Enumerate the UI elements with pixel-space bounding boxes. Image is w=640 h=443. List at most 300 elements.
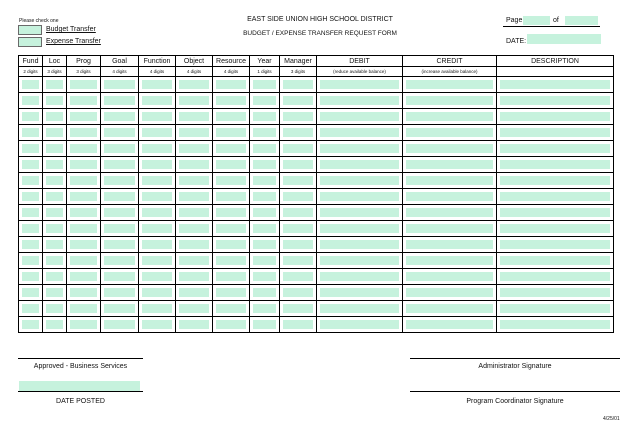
entry-field[interactable] [70, 96, 97, 105]
entry-field[interactable] [320, 80, 399, 89]
table-cell [19, 269, 43, 285]
entry-field[interactable] [22, 240, 39, 249]
column-header: Resource [213, 56, 250, 67]
entry-field[interactable] [142, 128, 172, 137]
table-cell [403, 317, 497, 333]
table-row [19, 221, 614, 237]
entry-field[interactable] [283, 144, 313, 153]
entry-field[interactable] [179, 272, 209, 281]
entry-field[interactable] [179, 304, 209, 313]
entry-field[interactable] [70, 320, 97, 329]
entry-field[interactable] [500, 208, 610, 217]
entry-field[interactable] [216, 272, 246, 281]
entry-field[interactable] [406, 240, 493, 249]
entry-field[interactable] [500, 128, 610, 137]
table-cell [317, 205, 403, 221]
entry-field[interactable] [104, 304, 135, 313]
entry-field[interactable] [104, 128, 135, 137]
table-cell [19, 301, 43, 317]
entry-field[interactable] [283, 160, 313, 169]
table-cell [250, 269, 280, 285]
entry-field[interactable] [104, 240, 135, 249]
entry-field[interactable] [179, 224, 209, 233]
entry-field[interactable] [104, 80, 135, 89]
coordinator-signature-label: Program Coordinator Signature [466, 398, 564, 405]
entry-field[interactable] [406, 208, 493, 217]
entry-field[interactable] [253, 224, 276, 233]
table-cell [176, 301, 213, 317]
table-cell [139, 237, 176, 253]
entry-field[interactable] [46, 272, 63, 281]
entry-field[interactable] [500, 192, 610, 201]
entry-field[interactable] [216, 176, 246, 185]
entry-field[interactable] [283, 288, 313, 297]
entry-field[interactable] [320, 272, 399, 281]
table-cell [280, 189, 317, 205]
entry-field[interactable] [253, 96, 276, 105]
table-cell [67, 93, 101, 109]
entry-field[interactable] [142, 160, 172, 169]
entry-field[interactable] [22, 160, 39, 169]
entry-field[interactable] [70, 176, 97, 185]
entry-field[interactable] [216, 144, 246, 153]
entry-field[interactable] [253, 240, 276, 249]
entry-field[interactable] [320, 240, 399, 249]
entry-field[interactable] [500, 96, 610, 105]
table-cell [317, 317, 403, 333]
entry-field[interactable] [253, 176, 276, 185]
table-cell [43, 141, 67, 157]
table-cell [139, 221, 176, 237]
entry-field[interactable] [500, 256, 610, 265]
entry-field[interactable] [142, 96, 172, 105]
entry-field[interactable] [46, 192, 63, 201]
table-cell [19, 253, 43, 269]
entry-field[interactable] [500, 112, 610, 121]
entry-field[interactable] [320, 128, 399, 137]
entry-field[interactable] [22, 80, 39, 89]
entry-field[interactable] [142, 176, 172, 185]
entry-field[interactable] [142, 80, 172, 89]
entry-field[interactable] [179, 112, 209, 121]
entry-field[interactable] [500, 272, 610, 281]
entry-field[interactable] [22, 288, 39, 297]
table-cell [250, 221, 280, 237]
entry-field[interactable] [283, 272, 313, 281]
entry-field[interactable] [216, 192, 246, 201]
entry-field[interactable] [70, 144, 97, 153]
table-cell [176, 285, 213, 301]
table-cell [213, 317, 250, 333]
table-cell [213, 285, 250, 301]
entry-field[interactable] [22, 224, 39, 233]
entry-field[interactable] [46, 112, 63, 121]
entry-field[interactable] [406, 224, 493, 233]
entry-field[interactable] [46, 304, 63, 313]
entry-field[interactable] [500, 240, 610, 249]
entry-field[interactable] [104, 192, 135, 201]
entry-field[interactable] [500, 304, 610, 313]
entry-field[interactable] [216, 304, 246, 313]
table-row [19, 93, 614, 109]
entry-field[interactable] [179, 192, 209, 201]
table-cell [497, 285, 614, 301]
entry-field[interactable] [253, 288, 276, 297]
table-cell [213, 253, 250, 269]
entry-field[interactable] [46, 224, 63, 233]
entry-field[interactable] [320, 160, 399, 169]
table-cell [280, 109, 317, 125]
entry-field[interactable] [253, 208, 276, 217]
entry-field[interactable] [500, 320, 610, 329]
entry-field[interactable] [104, 272, 135, 281]
column-header: DESCRIPTION [497, 56, 614, 67]
page-underline [503, 26, 600, 27]
entry-field[interactable] [406, 304, 493, 313]
table-cell [101, 141, 139, 157]
table-cell [19, 317, 43, 333]
entry-field[interactable] [104, 208, 135, 217]
entry-field[interactable] [406, 176, 493, 185]
entry-field[interactable] [283, 176, 313, 185]
entry-field[interactable] [142, 288, 172, 297]
entry-field[interactable] [216, 240, 246, 249]
entry-field[interactable] [46, 96, 63, 105]
table-cell [317, 157, 403, 173]
table-cell [19, 173, 43, 189]
entry-field[interactable] [216, 208, 246, 217]
entry-field[interactable] [406, 112, 493, 121]
entry-field[interactable] [500, 224, 610, 233]
entry-field[interactable] [142, 224, 172, 233]
entry-field[interactable] [283, 80, 313, 89]
table-cell [497, 269, 614, 285]
entry-field[interactable] [253, 192, 276, 201]
table-cell [176, 189, 213, 205]
table-cell [280, 317, 317, 333]
entry-field[interactable] [46, 240, 63, 249]
table-cell [497, 205, 614, 221]
entry-field[interactable] [179, 208, 209, 217]
entry-field[interactable] [104, 96, 135, 105]
entry-field[interactable] [22, 320, 39, 329]
entry-field[interactable] [320, 320, 399, 329]
entry-field[interactable] [46, 160, 63, 169]
entry-field[interactable] [253, 256, 276, 265]
entry-field[interactable] [142, 144, 172, 153]
entry-field[interactable] [406, 144, 493, 153]
entry-field[interactable] [283, 96, 313, 105]
entry-field[interactable] [70, 208, 97, 217]
entry-field[interactable] [70, 160, 97, 169]
table-cell [250, 253, 280, 269]
entry-field[interactable] [406, 160, 493, 169]
entry-field[interactable] [22, 256, 39, 265]
table-row [19, 205, 614, 221]
entry-field[interactable] [70, 304, 97, 313]
entry-field[interactable] [320, 192, 399, 201]
entry-field[interactable] [500, 80, 610, 89]
entry-field[interactable] [142, 112, 172, 121]
entry-field[interactable] [320, 96, 399, 105]
entry-field[interactable] [179, 80, 209, 89]
budget-transfer-label: Budget Transfer [46, 26, 96, 33]
table-cell [280, 269, 317, 285]
entry-field[interactable] [22, 176, 39, 185]
table-cell [19, 205, 43, 221]
table-cell [497, 77, 614, 93]
entry-field[interactable] [216, 112, 246, 121]
column-header: Manager [280, 56, 317, 67]
entry-field[interactable] [500, 176, 610, 185]
entry-field[interactable] [104, 224, 135, 233]
entry-field[interactable] [22, 144, 39, 153]
table-cell [176, 125, 213, 141]
table-row [19, 157, 614, 173]
entry-field[interactable] [500, 288, 610, 297]
entry-field[interactable] [253, 80, 276, 89]
entry-field[interactable] [70, 128, 97, 137]
entry-field[interactable] [320, 288, 399, 297]
table-cell [403, 221, 497, 237]
coord-sig-line [410, 391, 620, 392]
table-cell [101, 77, 139, 93]
entry-field[interactable] [104, 160, 135, 169]
entry-field[interactable] [46, 320, 63, 329]
entry-field[interactable] [142, 256, 172, 265]
entry-field[interactable] [500, 160, 610, 169]
table-cell [280, 141, 317, 157]
entry-field[interactable] [216, 128, 246, 137]
table-cell [67, 269, 101, 285]
table-cell [213, 237, 250, 253]
entry-field[interactable] [179, 176, 209, 185]
entry-field[interactable] [179, 128, 209, 137]
entry-field[interactable] [179, 96, 209, 105]
entry-field[interactable] [46, 256, 63, 265]
table-cell [317, 269, 403, 285]
entry-field[interactable] [70, 272, 97, 281]
table-cell [280, 157, 317, 173]
entry-field[interactable] [320, 208, 399, 217]
entry-field[interactable] [283, 208, 313, 217]
entry-field[interactable] [22, 96, 39, 105]
entry-field[interactable] [500, 144, 610, 153]
table-cell [213, 173, 250, 189]
entry-field[interactable] [406, 192, 493, 201]
table-cell [67, 157, 101, 173]
date-posted-line [18, 391, 143, 392]
entry-field[interactable] [216, 96, 246, 105]
entry-field[interactable] [70, 192, 97, 201]
entry-field[interactable] [46, 176, 63, 185]
entry-field[interactable] [46, 128, 63, 137]
entry-field[interactable] [283, 128, 313, 137]
table-cell [317, 93, 403, 109]
entry-field[interactable] [70, 80, 97, 89]
entry-field[interactable] [104, 144, 135, 153]
table-cell [250, 125, 280, 141]
table-cell [67, 301, 101, 317]
column-hint: 3 digits [67, 67, 101, 77]
entry-field[interactable] [253, 112, 276, 121]
table-cell [213, 125, 250, 141]
entry-field[interactable] [104, 256, 135, 265]
table-cell [250, 77, 280, 93]
entry-field[interactable] [406, 320, 493, 329]
table-cell [497, 125, 614, 141]
page-total-field[interactable] [565, 16, 598, 25]
column-hint: 4 digits [139, 67, 176, 77]
table-cell [43, 173, 67, 189]
entry-field[interactable] [142, 208, 172, 217]
table-cell [176, 109, 213, 125]
entry-field[interactable] [406, 256, 493, 265]
table-cell [403, 253, 497, 269]
entry-field[interactable] [104, 320, 135, 329]
entry-field[interactable] [46, 144, 63, 153]
table-cell [139, 317, 176, 333]
table-cell [43, 125, 67, 141]
entry-field[interactable] [22, 112, 39, 121]
table-cell [213, 93, 250, 109]
expense-transfer-label: Expense Transfer [46, 38, 101, 45]
table-cell [43, 221, 67, 237]
entry-field[interactable] [253, 320, 276, 329]
table-cell [403, 141, 497, 157]
entry-field[interactable] [142, 304, 172, 313]
entry-field[interactable] [320, 304, 399, 313]
budget-transfer-checkbox[interactable] [18, 25, 42, 35]
entry-field[interactable] [320, 112, 399, 121]
entry-field[interactable] [142, 320, 172, 329]
entry-field[interactable] [179, 320, 209, 329]
entry-field[interactable] [104, 176, 135, 185]
entry-field[interactable] [22, 192, 39, 201]
entry-field[interactable] [253, 144, 276, 153]
table-cell [43, 285, 67, 301]
column-header: Year [250, 56, 280, 67]
table-cell [250, 301, 280, 317]
table-cell [213, 269, 250, 285]
entry-field[interactable] [46, 208, 63, 217]
table-cell [43, 317, 67, 333]
entry-field[interactable] [283, 304, 313, 313]
entry-field[interactable] [22, 304, 39, 313]
date-posted-field[interactable] [19, 381, 140, 391]
table-cell [139, 157, 176, 173]
approved-label: Approved - Business Services [33, 363, 128, 370]
entry-field[interactable] [253, 272, 276, 281]
entry-field[interactable] [320, 176, 399, 185]
form-title: BUDGET / EXPENSE TRANSFER REQUEST FORM [243, 30, 397, 37]
entry-field[interactable] [46, 288, 63, 297]
entry-field[interactable] [104, 112, 135, 121]
entry-field[interactable] [320, 224, 399, 233]
column-header: Object [176, 56, 213, 67]
table-cell [139, 77, 176, 93]
entry-field[interactable] [283, 240, 313, 249]
entry-field[interactable] [406, 128, 493, 137]
entry-field[interactable] [283, 224, 313, 233]
entry-field[interactable] [142, 272, 172, 281]
entry-field[interactable] [70, 256, 97, 265]
table-cell [176, 253, 213, 269]
entry-field[interactable] [283, 320, 313, 329]
entry-field[interactable] [22, 128, 39, 137]
table-cell [317, 77, 403, 93]
entry-field[interactable] [70, 240, 97, 249]
entry-field[interactable] [70, 112, 97, 121]
entry-field[interactable] [179, 144, 209, 153]
table-cell [43, 189, 67, 205]
table-cell [43, 301, 67, 317]
entry-field[interactable] [216, 320, 246, 329]
entry-field[interactable] [142, 192, 172, 201]
table-cell [43, 157, 67, 173]
page-number-field[interactable] [523, 16, 550, 25]
table-cell [250, 285, 280, 301]
entry-field[interactable] [283, 112, 313, 121]
table-cell [139, 173, 176, 189]
entry-field[interactable] [104, 288, 135, 297]
entry-field[interactable] [179, 160, 209, 169]
entry-field[interactable] [216, 160, 246, 169]
entry-field[interactable] [216, 288, 246, 297]
entry-field[interactable] [216, 224, 246, 233]
table-cell [43, 109, 67, 125]
entry-field[interactable] [22, 208, 39, 217]
table-cell [403, 301, 497, 317]
entry-field[interactable] [253, 128, 276, 137]
entry-field[interactable] [142, 240, 172, 249]
table-cell [317, 141, 403, 157]
column-header: CREDIT [403, 56, 497, 67]
entry-field[interactable] [253, 160, 276, 169]
table-cell [67, 285, 101, 301]
entry-field[interactable] [283, 192, 313, 201]
entry-field[interactable] [179, 288, 209, 297]
column-hint: 4 digits [101, 67, 139, 77]
entry-field[interactable] [179, 240, 209, 249]
entry-field[interactable] [70, 224, 97, 233]
entry-field[interactable] [70, 288, 97, 297]
entry-field[interactable] [216, 256, 246, 265]
entry-field[interactable] [406, 80, 493, 89]
entry-field[interactable] [283, 256, 313, 265]
entry-field[interactable] [253, 304, 276, 313]
table-cell [497, 221, 614, 237]
table-cell [403, 125, 497, 141]
entry-field[interactable] [320, 256, 399, 265]
entry-field[interactable] [46, 80, 63, 89]
entry-field[interactable] [406, 96, 493, 105]
entry-field[interactable] [216, 80, 246, 89]
table-cell [101, 221, 139, 237]
table-cell [67, 77, 101, 93]
expense-transfer-checkbox[interactable] [18, 37, 42, 47]
table-cell [497, 237, 614, 253]
table-cell [497, 141, 614, 157]
table-cell [101, 317, 139, 333]
entry-field[interactable] [406, 272, 493, 281]
entry-field[interactable] [406, 288, 493, 297]
column-header: Prog [67, 56, 101, 67]
entry-field[interactable] [320, 144, 399, 153]
entry-field[interactable] [22, 272, 39, 281]
date-field[interactable] [527, 34, 601, 44]
entry-field[interactable] [179, 256, 209, 265]
